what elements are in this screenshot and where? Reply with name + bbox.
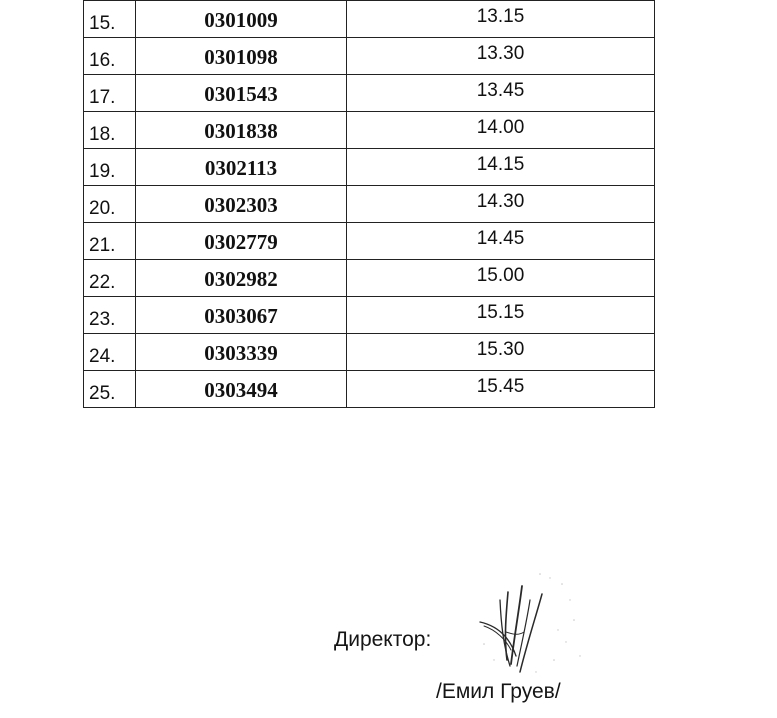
code-cell: 0302982 — [136, 260, 347, 297]
code-cell: 0303339 — [136, 334, 347, 371]
row-number-cell: 24. — [84, 334, 136, 371]
handwritten-signature-icon — [470, 560, 600, 690]
code-cell: 0301543 — [136, 75, 347, 112]
code-cell: 0302779 — [136, 223, 347, 260]
time-cell: 14.45 — [347, 223, 655, 260]
time-cell: 15.30 — [347, 334, 655, 371]
time-cell: 13.30 — [347, 38, 655, 75]
row-number-cell: 16. — [84, 38, 136, 75]
row-number-cell: 20. — [84, 186, 136, 223]
code-cell: 0302113 — [136, 149, 347, 186]
time-cell: 15.15 — [347, 297, 655, 334]
code-cell: 0301098 — [136, 38, 347, 75]
row-number-cell: 25. — [84, 371, 136, 408]
code-cell: 0303067 — [136, 297, 347, 334]
schedule-table — [83, 0, 655, 408]
code-cell: 0301838 — [136, 112, 347, 149]
table-row — [84, 149, 655, 186]
director-name: /Емил Груев/ — [436, 680, 561, 703]
table-row — [84, 223, 655, 260]
time-cell: 14.15 — [347, 149, 655, 186]
table-row — [84, 38, 655, 75]
time-cell: 15.45 — [347, 371, 655, 408]
table-row — [84, 1, 655, 38]
row-number-cell: 21. — [84, 223, 136, 260]
table-row — [84, 297, 655, 334]
table-row — [84, 371, 655, 408]
table-row — [84, 112, 655, 149]
row-number-cell: 19. — [84, 149, 136, 186]
code-cell: 0301009 — [136, 1, 347, 38]
time-cell: 15.00 — [347, 260, 655, 297]
time-cell: 13.15 — [347, 1, 655, 38]
table-row — [84, 334, 655, 371]
code-cell: 0302303 — [136, 186, 347, 223]
row-number-cell: 18. — [84, 112, 136, 149]
time-cell: 13.45 — [347, 75, 655, 112]
table-row — [84, 260, 655, 297]
time-cell: 14.00 — [347, 112, 655, 149]
table-row — [84, 186, 655, 223]
row-number-cell: 22. — [84, 260, 136, 297]
code-cell: 0303494 — [136, 371, 347, 408]
table-row — [84, 75, 655, 112]
row-number-cell: 15. — [84, 1, 136, 38]
director-label: Директор: — [334, 628, 432, 651]
row-number-cell: 17. — [84, 75, 136, 112]
schedule-table-body — [84, 1, 655, 408]
row-number-cell: 23. — [84, 297, 136, 334]
time-cell: 14.30 — [347, 186, 655, 223]
